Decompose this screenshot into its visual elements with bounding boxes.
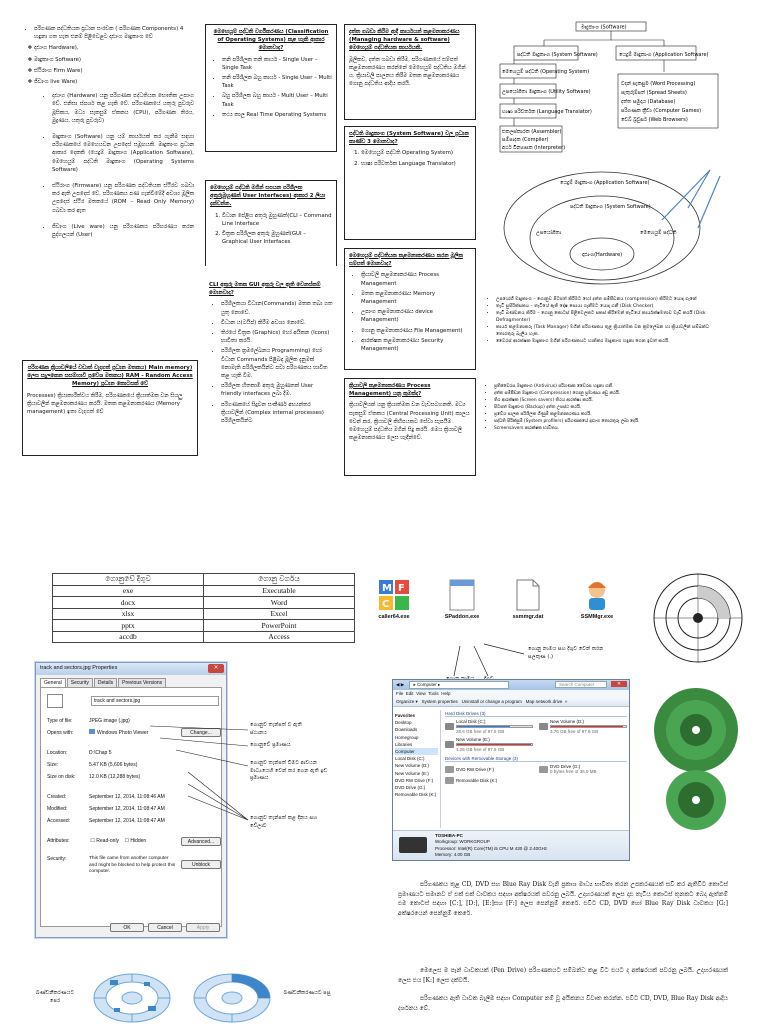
properties-titlebar — [36, 663, 226, 675]
sidebar-item[interactable]: DVD RW Drive (F:) — [395, 777, 434, 783]
process-management-title: ක්‍රියාවලි කළමනාකරණය Process Management) යනු කුමක්ද? — [349, 383, 431, 398]
created-label: Created: — [47, 794, 67, 800]
workgroup: Workgroup: WORKGROUP — [435, 839, 490, 845]
file-name: SPaddon.exe — [444, 614, 480, 620]
file-name: caller64.exe — [378, 614, 410, 620]
os-classification-box — [205, 24, 337, 152]
disc-drive-icon — [445, 777, 454, 784]
uninstall-button[interactable]: Uninstall or change a program — [461, 699, 522, 704]
hard-drive-icon — [445, 741, 454, 748]
more-button[interactable]: » — [564, 699, 568, 704]
component-item: ❖ මෘදුකාංග Software) — [34, 56, 194, 64]
os-type-item: • තනි පරිශීලක බහු කාර්ය - Single User – Multi Task — [222, 74, 332, 90]
drive-name: New Volume (E:) — [456, 737, 490, 742]
os-type-item: • බහු පරිශීලක බහු කාර්ය - Multi User – Multi Task — [222, 92, 332, 108]
accessed-label: Accessed: — [47, 818, 71, 824]
tree-app-item: වෙබ් බ්‍රවුසර් (Web Browsers) — [621, 117, 688, 123]
cancel-button[interactable]: Cancel — [148, 923, 182, 932]
search-input[interactable]: Search Computer — [555, 681, 607, 688]
type-value: JPEG image (.jpg) — [89, 718, 130, 724]
properties-title: track and sectors.jpg Properties — [40, 665, 118, 671]
table-cell: docx — [53, 597, 204, 609]
location-note: ගොනුව තැන්පත් ව ඇති ස්ථානය — [250, 722, 302, 736]
close-icon[interactable]: ✕ — [611, 681, 627, 687]
processor: Processor: Intel(R) Core(TM) i5 CPU M 430 @ 2.40GHz — [435, 845, 548, 851]
table-header-row — [53, 574, 355, 586]
menu-view[interactable]: View — [416, 691, 426, 696]
management-item: • උපාංග කළමනාකරණය device Management) — [361, 308, 471, 324]
sidebar-item[interactable]: New Volume (D:) — [395, 763, 430, 769]
explorer-main — [445, 711, 627, 829]
opens-label: Opens with: — [47, 730, 74, 736]
sidebar-item[interactable]: Local Disk (C:) — [395, 756, 425, 762]
hdd-section-title: Hard Disk Drives (3) — [445, 711, 627, 717]
cli-gui-item: • පරිශීලක හිතකාමී අතුරු මුහුණතක් User friendly interfaces ලබා දීම. — [221, 382, 333, 398]
utility-note: • කාර්ය කළමනාකරු (Task Manager) මගින් පරිගණකය තුළ ක්‍රියාත්මක වන ක්‍රමලේඛන හා ක්‍රියාවලීන් සම්බන්ධ තොරතුරු බැලිය හැක. — [496, 324, 718, 338]
disc-drive-icon — [539, 766, 548, 773]
table-cell: exe — [53, 585, 204, 597]
photo-viewer-icon — [89, 729, 95, 734]
properties-tabs — [36, 675, 226, 687]
utility-note: • තැටි ඛණ්ඩනය කිරීම – ගොනු කොටස් පිළිවෙලකට සකස් කිරීමෙන් තැටියේ කාර්යක්ෂමතාව වැඩි කරයි (Disk Defragmenter) — [496, 310, 718, 324]
components-column — [22, 22, 194, 242]
process-management-body: ක්‍රියාවලියක් යනු ක්‍රියාත්මක වන වැඩසටහනකි. මධ්‍ය සැකසුම් ඒකකය (Central Processing Unit) කාලය වෙන් කර, ක්‍රියාවලි කිහිපයකට සේවා සැපයීම මෙහෙයුම් පද්ධතිය මගින් සිදු කරයි. මෙය ක්‍රියාවලි කළමනාකරණය ලෙස හැඳින්වේ. — [349, 402, 470, 442]
drive-usage-fill — [457, 744, 531, 745]
software-layers-diagram — [502, 168, 728, 288]
table-cell: Executable — [204, 585, 355, 597]
menu-help[interactable]: Help — [441, 691, 451, 696]
drive-name: DVD Drive (G:) — [550, 764, 581, 769]
attributes-label: Attributes: — [47, 838, 70, 844]
accessed-value: September 12, 2014, 11:08:47 AM — [89, 818, 165, 824]
drive-name: New Volume (D:) — [550, 719, 585, 724]
address-bar[interactable]: ▸ Computer ▸ — [409, 681, 509, 689]
tree-app-item: වදන් සැකසුම (Word Processing) — [621, 81, 696, 87]
hard-drive-icon — [445, 723, 454, 730]
tab-details[interactable]: Details — [94, 678, 117, 687]
tree-app-item: පරිගණක ක්‍රීඩා (Computer Games) — [621, 108, 702, 114]
svg-text:C: C — [382, 599, 390, 610]
ui-type-item: 1. විධාන පේළිය අතුරු මුහුණත්(CLI – Command Line Interface — [222, 212, 332, 228]
tree-app-item: පැතුරුම්පත් (Spread Sheets) — [621, 90, 687, 96]
image-file-icon — [47, 694, 63, 708]
fragmented-disk-icon — [92, 972, 172, 1024]
tab-general[interactable]: General — [40, 678, 66, 687]
separator-label: ගොනු නාමය සහ දිගුව වෙන් කරන සලකුණ (.) — [528, 646, 604, 660]
data-file-icon — [513, 578, 543, 612]
drive-usage-bar — [550, 725, 627, 728]
ui-type-item: 2. චිත්‍රක පරිශීලක අතුරු මුහුණත්(GUI – Graphical User Interfaces — [222, 230, 332, 246]
user-interface-box — [205, 180, 337, 266]
utility-note: • උපයෝගී මෘදුකාංග – ගොනුව පිටපත් කිරීමට හෝ දත්ත සම්පීඩනය (compression) කිරීමට යොදා ගැනේ — [496, 296, 718, 303]
sidebar-item[interactable]: Libraries — [395, 741, 413, 747]
os-classification-title: මෙහෙයුම් පද්ධති වර්ගීකරණය (Classification of Operating Systems) කළ හැකි ආකාර මොනවාද? — [213, 29, 329, 52]
sidebar-item[interactable]: DVD Drive (G:) — [395, 785, 426, 791]
file-caller64[interactable] — [372, 578, 416, 620]
software-text: • මෘදුකාංග (Software) යනු යම් කාර්යයක් කර ගැනීම සඳහා පරිගණකයේ මෙහෙයවන උපදෙස් සමූහයකි. මෘදුකාංග ප්‍රධාන ආකාර දෙකකි (යෙදුම් මෘදුකාංග (Application Software), මෙහෙයුම් පද්ධති මෘදුකාංග (Operating Systems Software) — [52, 133, 194, 174]
disk-size-label: Size on disk: — [47, 774, 76, 780]
date-note: ගොනුව තැන්පත් කළ දිනය සහ වේලාව — [250, 815, 318, 829]
before-defrag-label: ඛණ්ඩනීකරණයට පෙර — [35, 990, 75, 1004]
file-ssmmgr-dat[interactable] — [506, 578, 550, 620]
explorer-details-pane — [393, 830, 629, 860]
explorer-menu — [393, 690, 629, 698]
removable-tile[interactable] — [445, 777, 533, 784]
removable-section-title: Devices with Removable Storage (3) — [445, 756, 627, 762]
sidebar-item[interactable]: New Volume (E:) — [395, 770, 429, 776]
tree-asm-label: එකලස්කාරක (Assembler) — [502, 129, 562, 135]
tree-application-label: යෙදුම් මෘදුකාංග (Application Software) — [619, 52, 709, 58]
ring-application-label: යෙදුම් මෘදුකාංග (Application Software) — [560, 180, 650, 186]
component-item: ❖ ජීවාංග live Ware) — [34, 78, 194, 86]
utility-note: • දත්ත සම්පීඩන මෘදුකාංග (Compression) ගොනු ප්‍රමාණය අඩු කරයි. — [494, 390, 720, 397]
laptop-icon — [399, 837, 427, 853]
type-label: Type of file: — [47, 718, 73, 724]
table-cell: Access — [204, 631, 355, 643]
hidden-label: Hidden — [130, 838, 147, 844]
components-intro: • පරිගණක පද්ධතියක ප්‍රධාන සංරචක ( පරිගණක Components) 4 හඳුනා ගත හැක එනම් පිළිවෙළට දෘඪාංග මෘදුකාංග වේ — [34, 25, 194, 41]
memory: Memory: 4.00 GB — [435, 852, 471, 858]
sidebar-item[interactable]: Downloads — [395, 727, 418, 733]
drive-letter-paragraph: පරිගණකය තුළ CD, DVD සහ Blue Ray Disk වැනි ප්‍රකාශ මාධ්‍ය භාවිතා කරන උපකරණයක් සවි කර ඇතිවිට කොටස් ප්‍රමාණයට සමානව ඒ එක් එක් ධාවකය සඳහා අක්ෂරයක් පවරනු ලබයි. උදාහරණයක් ලෙස දෘඪ තැටිය කොටස් තුනකට බෙදා ඇත්නම් එම කොටස් සඳහා [C:], [D:], [E:]සහ [F:] ලෙස පෙන්නුම් කෙරේ. එවිට CD, DVD හෝ Blue Ray Disk ධාවකය [G:] අක්ෂරයෙන් පෙන්නුම් කෙරේ. — [398, 881, 728, 917]
file-extension-table — [52, 573, 355, 643]
location-label: Location: — [47, 750, 68, 756]
system-software-box — [344, 126, 476, 240]
tree-app-item: දත්ත සමුදාය (Database) — [621, 99, 676, 105]
ring-hardware-label: දෘඪාංග(Hardware) — [582, 252, 623, 258]
file-name: ssmmgr.dat — [512, 614, 544, 620]
table-header: ගොනු වර්ගය — [204, 574, 355, 586]
utility-note: • ප්‍රවේශ පාලක පරිශීලක ගිණුම් කළමනාකරණය කරයි. — [494, 411, 720, 418]
disk-size-note: ගොනුව තැන්පත් වීමට ආචයන මාධ්‍යයෙහි වෙන් කර ගෙන ඇති ඉඩ ප්‍රමාණය — [250, 760, 328, 782]
svg-text:F: F — [398, 583, 405, 594]
drive-usage-bar — [456, 743, 533, 746]
table-cell: pptx — [53, 620, 204, 632]
drive-name: Removable Disk (K:) — [456, 778, 498, 783]
firmware-text: • ස්ථිරාංග (Firmware) යනු පරිගණක පද්ධතියක ස්ථිරව ගබඩා කර ඇති උපදෙස් වේ. පරිගණකය පණ ගැන්වීමේදී අවශ්‍ය මූලික උපදෙස් ස්ථිර මතකයේ (ROM – Read Only Memory) ගබඩා කර ඇත — [52, 182, 194, 215]
table-cell: xlsx — [53, 608, 204, 620]
computer-icon-paragraph: පරිගණකය ඇති ධාවක බැලීම සඳහා Computer නම් වූ අයිකනය විවෘත කරන්න. එවිට CD, DVD, Blue Ray Disk ආදිය දර්ශනය වේ. — [398, 995, 728, 1012]
os-type-item: • තනි පරිශීලක තනි කාර්ය - Single User – Single Task — [222, 56, 332, 72]
utility-note: • පිටපත් මෘදුකාංග (Backup) දත්ත උපස්ථ කරයි. — [494, 404, 720, 411]
utility-note: • වෛරස් ආරක්ෂක මෘදුකාංග මගින් පරිගණකයට හානිකර මෘදුකාංග හඳුනා ගෙන ඉවත් කරයි. — [496, 338, 718, 345]
management-item: • ආරක්ෂක කළමනාකරණය Security Management) — [361, 337, 471, 353]
tree-interp-label: අර්ථ වින්‍යාසක (Interpreter) — [502, 145, 566, 151]
apply-button[interactable]: Apply — [186, 923, 220, 932]
file-ssmmgr-exe[interactable] — [574, 578, 620, 620]
table-row — [53, 631, 355, 643]
drive-tile[interactable] — [445, 737, 533, 752]
management-item: • මතක කළමනාකරණය Memory Management — [361, 290, 471, 306]
resource-management-box — [344, 248, 476, 370]
user-interface-title: මෙහෙයුම් පද්ධති මගින් සපයන පරිශීලක අතුරුමුහුණත් User Interfaces) ආකාර 2 ලියා දක්වන්න. — [210, 185, 326, 208]
memory-box-body: Processes) ක්‍රියාකාරීත්වය කිරීම, පරිගණකයේ ක්‍රියාත්මක වන සියලු ක්‍රියාවලීන් කළමනාකරණය කරයි. මතක කළමනාකරණය (Memory management) ඉතා වැදගත් වේ — [27, 392, 183, 416]
utility-note: • Screensavers ආරක්ෂක භාවිතය. — [494, 425, 720, 432]
menu-tools[interactable]: Tools — [428, 691, 439, 696]
modified-value: September 12, 2014, 11:08:47 AM — [89, 806, 165, 812]
cli-gui-item: • විධාන ය(ටයිප්) කිරීම අවශ්‍ය නොවේ. — [221, 319, 333, 327]
filename-field[interactable]: track and sectors.jpg — [91, 696, 219, 706]
app-blocks-icon — [377, 578, 411, 612]
map-drive-button[interactable]: Map network drive — [525, 699, 563, 704]
tree-root-label: මෘදුකාංග (Software) — [581, 24, 627, 31]
drive-free: 0 bytes free of 36.9 MB — [550, 769, 597, 774]
table-cell: accdb — [53, 631, 204, 643]
close-icon[interactable]: ✕ — [208, 664, 224, 673]
drive-name: Local Disk (C:) — [456, 719, 486, 724]
ok-button[interactable]: OK — [110, 923, 144, 932]
memory-box-title: පරිගණක ක්‍රියාවලියේ වඩාත් වැදගත් ප්‍රධාන මතකය) Main memory) ලෙස සැලකෙන සසම්භාවී ප්‍රවේශ මතකය) RAM - Random Access Memory) ප්‍රධාන කොටසක් වේ — [27, 365, 193, 388]
back-icon[interactable]: ◀ ▶ — [396, 682, 405, 687]
sidebar-item[interactable]: Homegroup — [395, 734, 419, 740]
table-cell: Excel — [204, 608, 355, 620]
drive-name: DVD RW Drive (F:) — [456, 766, 495, 772]
tree-comp-label: සම්පාදක (Compiler) — [502, 137, 549, 143]
organize-button[interactable]: Organize ▾ — [396, 699, 418, 704]
table-row — [53, 597, 355, 609]
management-item: • ගොනු කළමනාකරණය File Management) — [361, 327, 471, 335]
readonly-label: Read-only — [96, 838, 120, 844]
removable-tile[interactable] — [445, 764, 533, 774]
opens-value: Windows Photo Viewer — [97, 730, 149, 736]
after-defrag-label: ඛණ්ඩනීකරණයට පසු — [283, 990, 331, 996]
cli-gui-item: • පරිගණකයේ සිදුවන සංකීර්ණ අභ්‍යන්තර ක්‍රියාවලීන් (Complex internal processes) පරිශීලකයින්ට — [221, 401, 333, 426]
table-row — [53, 608, 355, 620]
drive-free: 28.6 GB free of 97.6 GB — [456, 729, 505, 734]
menu-edit[interactable]: Edit — [405, 691, 414, 696]
cli-gui-item: • තිරයේ චිත්‍රක (Graphics) හෝ අයිකන (Icons) භාවිතා කරයි. — [221, 329, 333, 345]
cli-gui-box — [205, 278, 337, 534]
table-row — [53, 620, 355, 632]
component-item: ❖ දෘඪාංග Hardware), — [34, 44, 194, 52]
size-note: ගොනුවේ ප්‍රමාණය — [250, 742, 291, 748]
disk-tracks-diagram — [652, 572, 744, 664]
sidebar-item[interactable]: Desktop — [395, 720, 412, 726]
utility-notes-lower — [484, 383, 720, 432]
sidebar-item[interactable]: Favorites — [395, 713, 416, 718]
ring-system-label: පද්ධති මෘදුකාංග (System Software) — [570, 204, 651, 210]
resource-box-title: දත්ත ගබඩා කිරීම ආදී කාර්යයන් කළමනාකරණය (Managing hardware & software) මෙහෙයුම් පද්ධතියක කාර්යයකි. — [349, 29, 460, 52]
explorer-titlebar — [393, 680, 629, 690]
character-app-icon — [580, 578, 614, 612]
system-software-item: 1. මෙහෙයුම් පද්ධති Operating System) — [361, 149, 471, 157]
liveware-text: • ජීවාංග (Live ware) යනු පරිගණකය පරිහරණය කරන පුද්ගලයන් (User) — [52, 223, 194, 239]
disk-platter-diagram — [650, 674, 742, 834]
tree-os-label: මෙහෙයුම් පද්ධති (Operating System) — [502, 69, 590, 75]
ring-os-label: මෙහෙයුම් පද්ධති — [640, 230, 677, 236]
hidden-checkbox[interactable]: ☐ Hidden — [124, 838, 147, 844]
tab-previous-versions[interactable]: Previous Versions — [118, 678, 166, 687]
tree-system-label: පද්ධති මෘදුකාංග (System Software) — [517, 52, 598, 58]
ring-utility-label: උපයෝගිතා — [536, 230, 562, 236]
hardware-text: • දෘඪාංග (Hardware) යනු පරිගණක පද්ධතියක භෞතික උපාංග වේ. එනිසා ස්පර්ශ කළ හැකි වේ. පරිගණකයේ යතුරු පුවරුව මූසිකය, මධ්‍ය සැකසුම් ඒකකය (CPU), පරිගණක තිරය, මුද්‍රණය, යතුරු පුවරුව) — [52, 92, 194, 125]
change-button[interactable]: Change... — [181, 728, 221, 737]
utility-note: • තිර ආරක්ෂක (Screen savers) තිරය ආරක්ෂා කරයි. — [494, 397, 720, 404]
tree-utility-label: උපයෝගිතා මෘදුකාංග (Utility Software) — [502, 89, 591, 95]
sidebar-item[interactable]: Removable Disk (K:) — [395, 792, 437, 798]
drive-usage-fill — [551, 726, 623, 727]
location-value: D:\Chap 5 — [89, 750, 112, 756]
drive-free: 3.76 GB free of 97.6 GB — [550, 729, 599, 734]
resource-box-body: මූලිකව, දත්ත ගබඩා කිරීම, පරිගණකයේ සම්පත් කළමනාකරණය කරන්නේ මෙහෙයුම් පද්ධතිය මගින් ය. ක්‍රියාවලි පාලනය කිරීම මතක කළමනාකරණය ගොනු පද්ධතිය ආදිය කරයි. — [349, 56, 466, 88]
security-message: This file came from another computer and might be blocked to help protect this computer. — [89, 856, 176, 875]
os-type-item: • තථ්‍ය කාල Real Time Operating Systems — [222, 111, 332, 119]
computer-explorer-window — [392, 679, 630, 861]
blank-app-icon — [447, 578, 477, 612]
size-label: Size: — [47, 762, 59, 768]
resource-box — [344, 24, 476, 120]
system-software-item: 2. භාෂා පරිවර්තක Language Translator) — [361, 160, 471, 168]
process-management-box — [344, 378, 476, 476]
file-name: SSMMgr.exe — [580, 614, 614, 620]
defragmented-disk-icon — [192, 972, 272, 1024]
properties-arrows — [140, 720, 260, 850]
system-properties-button[interactable]: System properties — [421, 699, 458, 704]
removable-tile[interactable] — [539, 764, 627, 774]
utility-note: • ප්‍රතිවෛරස මෘදුකාංග (Antivirus) පරිගණක වෛරස හඳුනා ගනී. — [494, 383, 720, 390]
management-item: • ක්‍රියාවලි කළමනාකරණය Process Management — [361, 271, 471, 287]
disc-drive-icon — [445, 766, 454, 773]
explorer-sidebar — [393, 710, 441, 828]
unblock-button[interactable]: Unblock — [181, 860, 221, 869]
explorer-toolbar — [393, 698, 629, 707]
drive-free: 1.25 GB free of 97.6 GB — [456, 747, 505, 752]
software-tree-diagram — [484, 20, 728, 170]
drive-tile[interactable] — [445, 719, 533, 734]
pc-name: TOSHIBA-PC — [435, 833, 463, 838]
resource-management-title: මෙහෙයුම් පද්ධතියක කළමනාකරණය කරන මූලික සම්පත් මොනවාද? — [349, 253, 463, 268]
component-item: ❖ ස්ථිරාංග Firm Ware) — [34, 67, 194, 75]
drive-usage-bar — [456, 725, 533, 728]
sidebar-item[interactable]: Computer — [395, 748, 438, 755]
tab-security[interactable]: Security — [67, 678, 93, 687]
security-label: Security: — [47, 856, 67, 862]
hard-drive-icon — [539, 723, 548, 730]
table-cell: Word — [204, 597, 355, 609]
advanced-button[interactable]: Advanced... — [181, 837, 221, 846]
utility-note: • තැටි සුපිරික්සකය – තැටියේ ඇති දෝෂ සොයා ගැනීමට යොදා ගනී (Disk Checker) — [496, 303, 718, 310]
menu-file[interactable]: File — [396, 691, 404, 696]
modified-label: Modified: — [47, 806, 68, 812]
disk-size-value: 12.0 KB (12,288 bytes) — [89, 774, 141, 780]
table-cell: PowerPoint — [204, 620, 355, 632]
drive-grid — [445, 719, 627, 752]
svg-text:M: M — [382, 583, 392, 594]
table-row — [53, 585, 355, 597]
system-software-title: පද්ධති මෘදුකාංග (System Software) වල ප්‍රධාන කාණ්ඩ 3 මොනවාද? — [349, 131, 469, 146]
drive-usage-fill — [457, 726, 510, 727]
cli-gui-item: • පරිශීලකයා විධාන(Commands) මතක තබා ගත යුතු නොවේ. — [221, 300, 333, 316]
cli-gui-item: • පරිශීලක ක්‍රමලේඛනය Programming) හෝ විධාන Commands පිළිබඳ මූලික දැනුමක් නොමැති පරිශීලකයින්ට පවා පරිගණකය භාවිත කළ හැකි වීම. — [221, 347, 333, 380]
readonly-checkbox[interactable]: ☐ Read-only — [90, 838, 120, 844]
table-header: ගොනුවේ දිගුව — [53, 574, 204, 586]
size-value: 5.47 KB (5,606 bytes) — [89, 762, 138, 768]
drive-tile[interactable] — [539, 719, 627, 734]
tree-lang-label: භාෂා පරිවර්තක (Language Translator) — [502, 109, 592, 115]
utility-note: • පද්ධති පිරික්සුම් (System profilers) පරිගණකයේ දෘඪාංග තොරතුරු ලබා දෙයි. — [494, 418, 720, 425]
cli-gui-title: CLI අතුරු මතක GUI අතුරු වල ඇති වෙනස්කම් මොනවාද? — [209, 282, 321, 297]
removable-grid — [445, 764, 627, 784]
file-spaddon[interactable] — [440, 578, 484, 620]
pen-drive-paragraph: මෙලෙස ම පෑන් ධාවකයක් (Pen Drive) පරිගණකයට සම්බන්ධ කළ විට එයට ද අක්ෂරයක් පවරනු ලබයි. උදාහරණයක් ලෙස එය [K:] ලෙස දක්වයි. — [398, 967, 728, 984]
utility-notes — [486, 296, 718, 345]
memory-box — [22, 360, 198, 456]
created-value: September 12, 2014, 11:08:46 AM — [89, 794, 165, 800]
